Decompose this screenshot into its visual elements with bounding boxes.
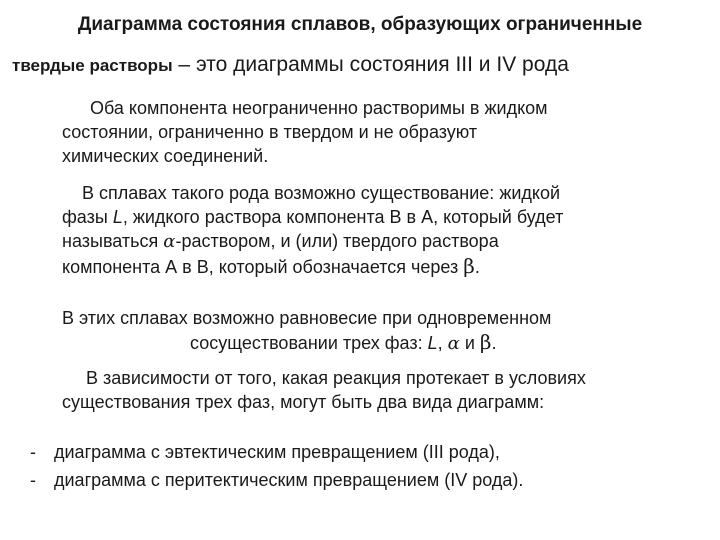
title-line-1 — [0, 12, 720, 38]
phase-L-symbol: L — [427, 333, 438, 353]
paragraph-2-line-4 — [62, 254, 563, 279]
paragraph-3-line-1: В этих сплавах возможно равновесие при одновременном — [62, 308, 552, 328]
beta-symbol: β — [463, 254, 475, 278]
list-item-text: диаграмма с эвтектическим превращением (III рода), — [54, 442, 500, 462]
text-fragment: , — [437, 333, 448, 353]
title-dash: – — [172, 53, 196, 76]
list-dash: - — [30, 470, 36, 490]
paragraph-3-line-2 — [62, 330, 551, 356]
alpha-symbol: α — [447, 333, 460, 354]
paragraph-1 — [62, 96, 548, 168]
paragraph-3 — [62, 306, 551, 356]
text-fragment: , жидкого раствора компонента В в А, который будет — [122, 207, 564, 227]
paragraph-4-line-1: В зависимости от того, какая реакция протекает в условиях — [86, 368, 586, 388]
text-fragment: -раствором, и (или) твердого раствора — [175, 231, 499, 251]
beta-symbol: β — [479, 330, 492, 354]
text-fragment: компонента А в В, который обозначается через — [62, 257, 464, 277]
paragraph-4 — [62, 366, 586, 414]
list-item — [30, 466, 523, 494]
text-fragment: . — [491, 333, 497, 353]
list-item — [30, 438, 523, 466]
phase-L-symbol: L — [112, 207, 123, 227]
paragraph-2-line-1: В сплавах такого рода возможно существование: жидкой — [82, 183, 561, 203]
title-text-1: Диаграмма состояния сплавов, образующих ограниченные — [77, 14, 643, 35]
title-bold-part: твердые растворы — [12, 56, 173, 75]
title-normal-part: это диаграммы состояния III и IV рода — [195, 53, 569, 76]
paragraph-2-line-2 — [62, 205, 563, 229]
list-item-text: диаграмма с перитектическим превращением (IV рода). — [54, 470, 524, 490]
text-fragment: . — [474, 257, 480, 277]
list-dash: - — [30, 442, 36, 462]
text-fragment: называться — [62, 231, 164, 251]
text-fragment: сосуществовании трех фаз: — [190, 333, 428, 353]
text-fragment: и — [459, 333, 480, 353]
paragraph-1-line-2: состоянии, ограниченно в твердом и не образуют — [62, 122, 478, 142]
paragraph-1-line-1: Оба компонента неограниченно растворимы в жидком — [90, 98, 548, 118]
alpha-symbol: α — [163, 231, 176, 252]
diagram-types-list — [30, 438, 523, 494]
title-line-2 — [12, 50, 712, 82]
paragraph-2 — [62, 181, 563, 279]
paragraph-4-line-2: существования трех фаз, могут быть два вида диаграмм: — [62, 392, 545, 412]
text-fragment: фазы — [62, 207, 113, 227]
paragraph-2-line-3 — [62, 229, 563, 254]
paragraph-1-line-3: химических соединений. — [62, 146, 269, 166]
